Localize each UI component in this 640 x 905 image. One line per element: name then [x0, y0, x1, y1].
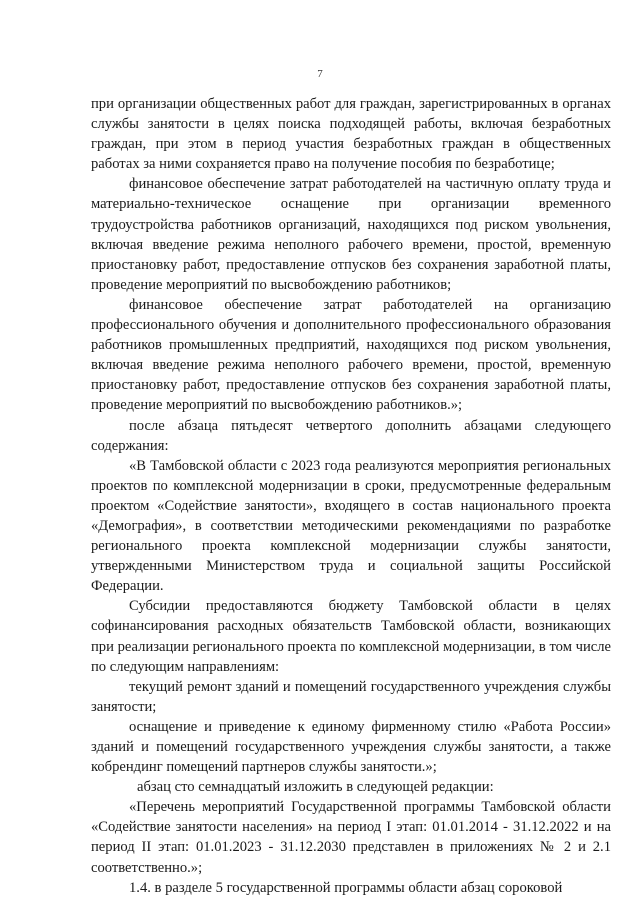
- paragraph-temporary-employment: финансовое обеспечение затрат работодателей на частичную оплату труда и материально-техническое оснащение при организации временного трудоустройства работников организаций, находящихся под риском увольнения, включая введение режима неполного рабочего времени, простой, временную приостановку работ, предоставление отпусков без сохранения заработной платы, проведение мероприятий по высвобождению работников;: [91, 176, 611, 293]
- paragraph-section-5: 1.4. в разделе 5 государственной программы области абзац сороковой: [129, 879, 563, 896]
- paragraph-branding: оснащение и приведение к единому фирменному стилю «Работа России» зданий и помещений государственного учреждения службы занятости, а также кобрендинг помещений партнеров службы занятости.»;: [91, 718, 611, 776]
- document-body: [91, 94, 611, 898]
- paragraph-public-works: при организации общественных работ для граждан, зарегистрированных в органах службы занятости в целях поиска подходящей работы, включая безработных граждан, при этом в период участия безработных граждан в общественных работах за ними сохраняется право на получение пособия по безработице;: [91, 96, 611, 173]
- paragraph-amendment-54: после абзаца пятьдесят четвертого дополнить абзацами следующего содержания:: [91, 417, 611, 454]
- paragraph-professional-training: финансовое обеспечение затрат работодателей на организацию профессионального обучения и дополнительного профессионального образования работников промышленных предприятий, находящихся под риском увольнения, включая введение режима неполного рабочего времени, простой, временную приостановку работ, предоставление отпусков без сохранения заработной платы, проведение мероприятий по высвобождению работников.»;: [91, 296, 611, 414]
- paragraph-subsidies: Субсидии предоставляются бюджету Тамбовской области в целях софинансирования расходных обязательств Тамбовской области, возникающих при реализации регионального проекта по комплексной модернизации, в том числе по следующим направлениям:: [91, 598, 611, 675]
- paragraph-regional-projects: «В Тамбовской области с 2023 года реализуются мероприятия региональных проектов по комплексной модернизации в сроки, предусмотренные федеральным проектом «Содействие занятости», входящего в состав национального проекта «Демография», в соответствии методическими рекомендациями по разработке регионального проекта комплексной модернизации службы занятости, утвержденными Министерством труда и социальной защиты Российской Федерации.: [91, 457, 611, 595]
- paragraph-program-list: «Перечень мероприятий Государственной программы Тамбовской области «Содействие занятости населения» на период I этап: 01.01.2014 - 31.12.2022 и на период II этап: 01.01.2023 - 31.12.2030 представлен в приложениях № 2 и 2.1 соответственно.»;: [91, 799, 611, 876]
- paragraph-amendment-117: абзац сто семнадцатый изложить в следующей редакции:: [137, 779, 494, 796]
- paragraph-repair: текущий ремонт зданий и помещений государственного учреждения службы занятости;: [91, 678, 611, 715]
- page-number: 7: [317, 68, 323, 80]
